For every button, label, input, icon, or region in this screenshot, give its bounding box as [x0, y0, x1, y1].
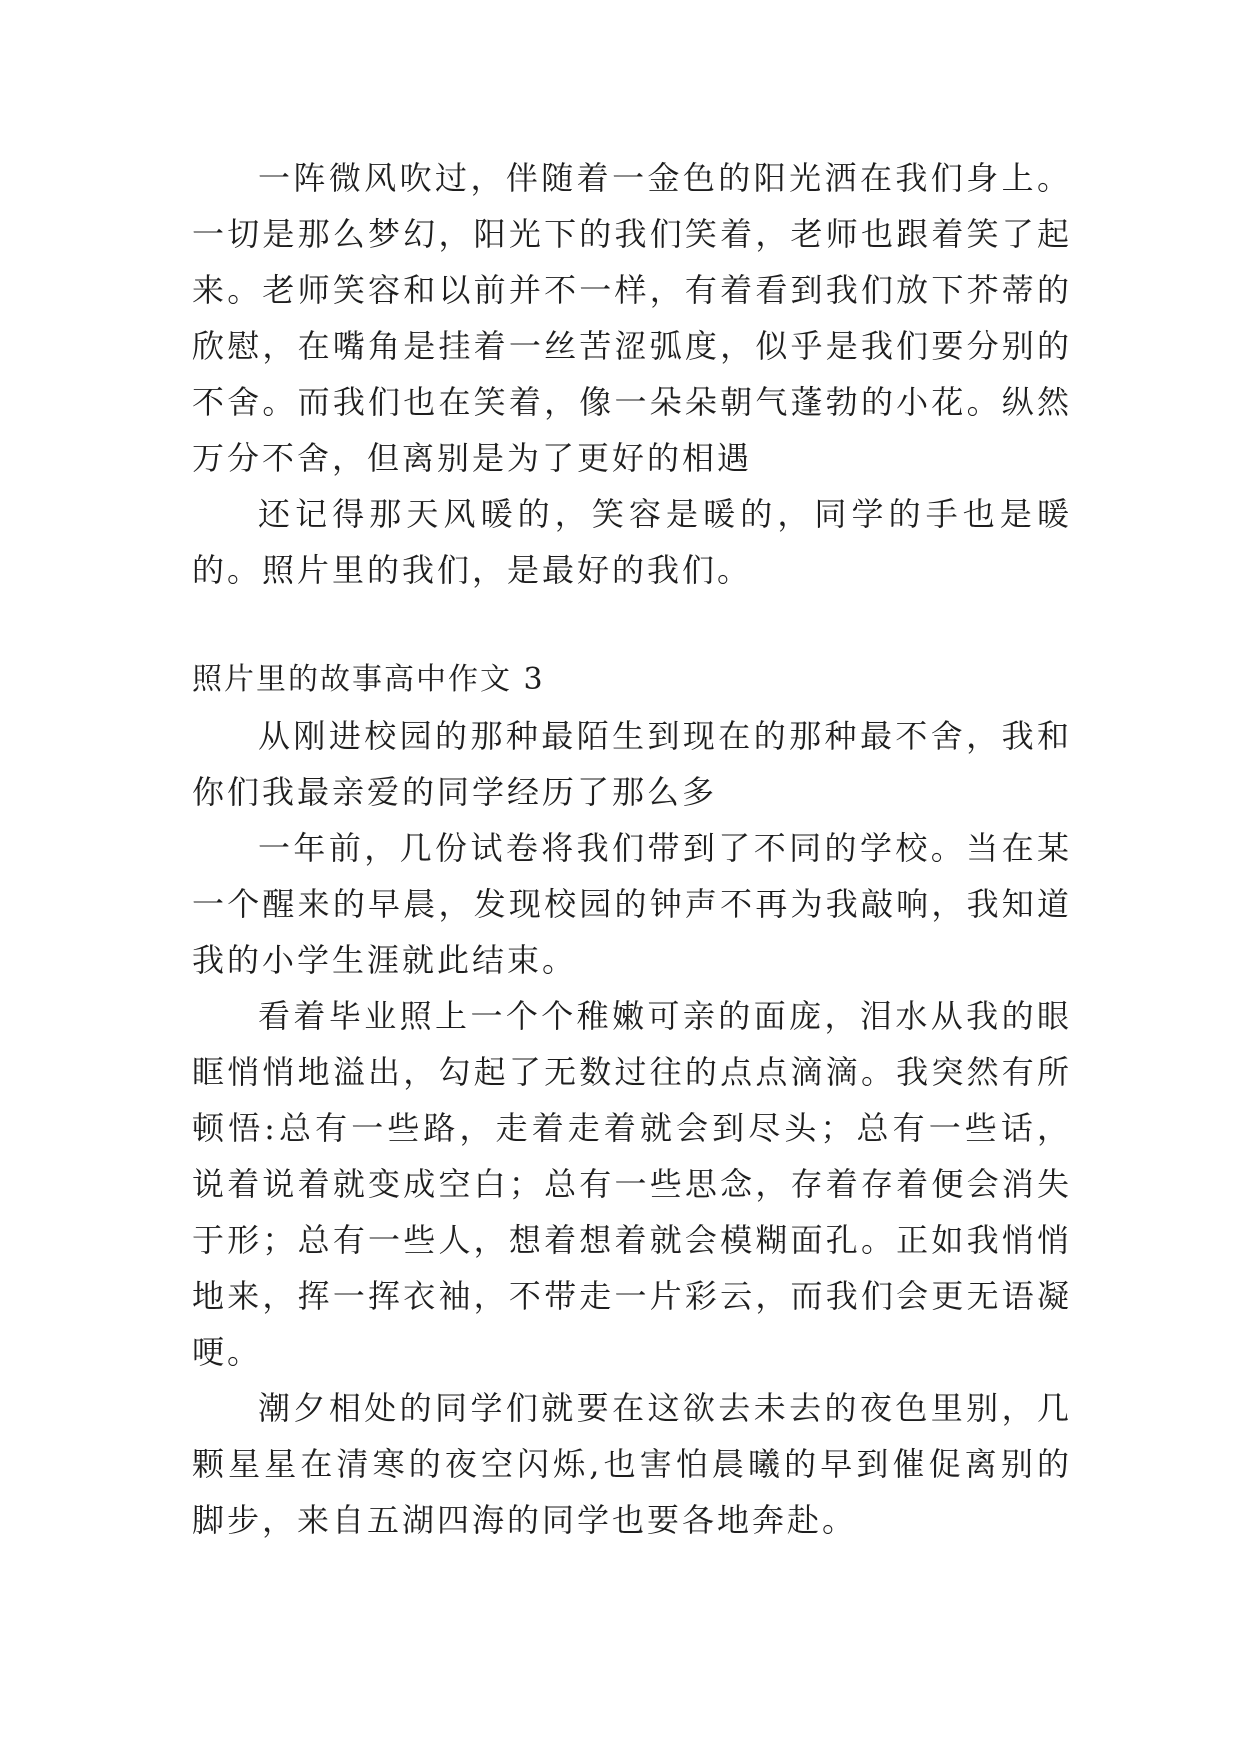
paragraph: 一年前，几份试卷将我们带到了不同的学校。当在某一个醒来的早晨，发现校园的钟声不再为我敲响，我知道我的小学生涯就此结束。 — [192, 829, 1072, 979]
document-body — [192, 150, 1072, 1548]
paragraph: 从刚进校园的那种最陌生到现在的那种最不舍，我和你们我最亲爱的同学经历了那么多 — [192, 717, 1072, 811]
section-title: 照片里的故事高中作文 3 — [192, 662, 545, 697]
paragraph: 潮夕相处的同学们就要在这欲去未去的夜色里别，几颗星星在清寒的夜空闪烁,也害怕晨曦的早到催促离别的脚步，来自五湖四海的同学也要各地奔赴。 — [192, 1389, 1072, 1539]
paragraph: 一阵微风吹过，伴随着一金色的阳光洒在我们身上。一切是那么梦幻，阳光下的我们笑着，老师也跟着笑了起来。老师笑容和以前并不一样，有着看到我们放下芥蒂的欣慰，在嘴角是挂着一丝苦涩弧度，似乎是我们要分别的不舍。而我们也在笑着，像一朵朵朝气蓬勃的小花。纵然万分不舍，但离别是为了更好的相遇 — [192, 159, 1072, 477]
paragraph: 还记得那天风暖的，笑容是暖的，同学的手也是暖的。照片里的我们，是最好的我们。 — [192, 495, 1072, 589]
paragraph: 看着毕业照上一个个稚嫩可亲的面庞，泪水从我的眼眶悄悄地溢出，勾起了无数过往的点点滴滴。我突然有所顿悟:总有一些路，走着走着就会到尽头；总有一些话，说着说着就变成空白；总有一些思念，存着存着便会消失于形；总有一些人，想着想着就会模糊面孔。正如我悄悄地来，挥一挥衣袖，不带走一片彩云，而我们会更无语凝哽。 — [192, 997, 1072, 1371]
